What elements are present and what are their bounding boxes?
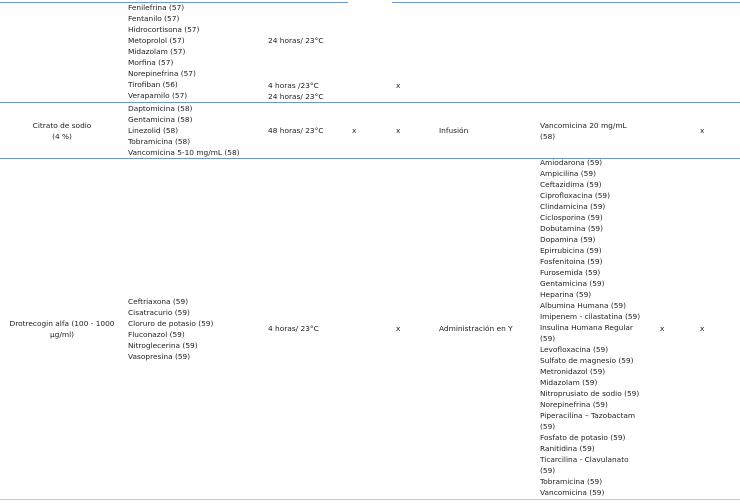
list-item: Amiodarona (59): [540, 158, 603, 167]
row1-stability-2: 4 horas /23°C: [268, 81, 319, 90]
list-item: Fenilefrina (57): [128, 3, 185, 12]
list-item: Verapamilo (57): [128, 91, 188, 100]
row3-stability: 4 horas/ 23°C: [268, 324, 319, 333]
list-item: Fosfenitoina (59): [540, 257, 603, 266]
list-item: Clindamicina (59): [540, 202, 606, 211]
list-item: Fentanilo (57): [128, 14, 180, 23]
row3-compatible-list: [128, 296, 213, 362]
row2-stability: 48 horas/ 23°C: [268, 126, 324, 135]
list-item: Tirofiban (56): [128, 80, 178, 89]
list-item: (59): [540, 334, 556, 343]
row1-compatible-list: [128, 2, 199, 101]
list-item: Gentamicina (58): [128, 115, 193, 124]
row2-route: Infusión: [439, 126, 469, 135]
list-item: Sulfato de magnesio (59): [540, 356, 634, 365]
list-item: Norepinefrina (59): [540, 400, 608, 409]
list-item: Cloruro de potasio (59): [128, 319, 214, 328]
list-item: Vancomicina 20 mg/mL: [540, 121, 627, 130]
drug-name-line: (4 %): [52, 132, 72, 141]
row3-route: Administración en Y: [439, 324, 513, 333]
row2-mark-b: x: [396, 126, 401, 135]
row3-drug-name: [0, 318, 124, 340]
row3-mark-c: x: [700, 324, 705, 333]
row2-mark-c: x: [700, 126, 705, 135]
list-item: Ticarcilina - Clavulanato: [540, 455, 629, 464]
list-item: Ciprofloxacina (59): [540, 191, 611, 200]
list-item: Metoprolol (57): [128, 36, 185, 45]
list-item: Furosemida (59): [540, 268, 601, 277]
list-item: Imipenem - cilastatina (59): [540, 312, 641, 321]
list-item: Midazolam (59): [540, 378, 598, 387]
list-item: Nitroprusiato de sodio (59): [540, 389, 640, 398]
row2-mark-a: x: [352, 126, 357, 135]
list-item: Norepinefrina (57): [128, 69, 196, 78]
row3-mark-b: x: [660, 324, 665, 333]
list-item: Vancomicina 5-10 mg/mL (58): [128, 148, 240, 157]
list-item: Ranitidina (59): [540, 444, 595, 453]
row3-incompatible-list: [540, 157, 640, 498]
list-item: Cisatracurio (59): [128, 308, 190, 317]
list-item: Levofloxacina (59): [540, 345, 609, 354]
list-item: Dobutamina (59): [540, 224, 604, 233]
list-item: Linezolid (58): [128, 126, 179, 135]
list-item: Heparina (59): [540, 290, 592, 299]
list-item: Nitroglecerina (59): [128, 341, 198, 350]
row-divider-1: [0, 102, 740, 103]
row1-stability-3: 24 horas/ 23°C: [268, 92, 324, 101]
list-item: Dopamina (59): [540, 235, 596, 244]
row2-drug-name: [0, 120, 124, 142]
list-item: (59): [540, 466, 556, 475]
row2-compatible-list: [128, 103, 240, 158]
list-item: Epirrubicina (59): [540, 246, 602, 255]
bottom-rule: [0, 499, 740, 500]
list-item: Albumina Humana (59): [540, 301, 627, 310]
row2-incompatible-list: [540, 120, 627, 142]
list-item: Daptomicina (58): [128, 104, 193, 113]
drug-name-line: μg/ml): [49, 330, 75, 339]
list-item: Fosfato de potasio (59): [540, 433, 626, 442]
drug-name-line: Citrato de sodio: [32, 121, 92, 130]
list-item: (58): [540, 132, 556, 141]
list-item: Piperacilina – Tazobactam: [540, 411, 636, 420]
list-item: Morfina (57): [128, 58, 174, 67]
list-item: Insulina Humana Regular: [540, 323, 633, 332]
row1-mark-x: x: [396, 81, 401, 90]
list-item: Ciclosporina (59): [540, 213, 603, 222]
list-item: Ceftriaxona (59): [128, 297, 189, 306]
row3-mark-a: x: [396, 324, 401, 333]
list-item: Hidrocortisona (57): [128, 25, 200, 34]
list-item: Vancomicina (59): [540, 488, 605, 497]
list-item: Tobramicina (58): [128, 137, 191, 146]
row1-stability-1: 24 horas/ 23°C: [268, 36, 324, 45]
top-rule-right: [392, 2, 740, 3]
list-item: Gentamicina (59): [540, 279, 605, 288]
list-item: Tobramicina (59): [540, 477, 603, 486]
list-item: Fluconazol (59): [128, 330, 185, 339]
list-item: (59): [540, 422, 556, 431]
list-item: Metronidazol (59): [540, 367, 606, 376]
drug-name-line: Drotrecogin alfa (100 - 1000: [9, 319, 115, 328]
list-item: Midazolam (57): [128, 47, 186, 56]
list-item: Ampicilina (59): [540, 169, 596, 178]
list-item: Ceftazidima (59): [540, 180, 602, 189]
list-item: Vasopresina (59): [128, 352, 191, 361]
